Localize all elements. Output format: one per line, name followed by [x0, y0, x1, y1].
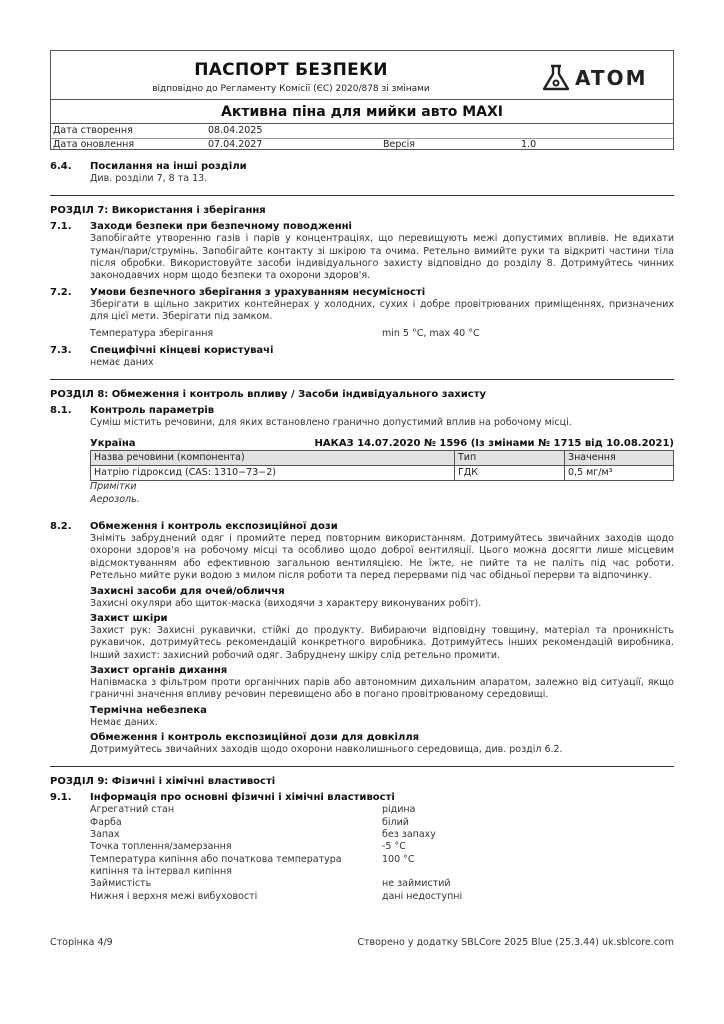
- skin-protection-heading: Захист шкіри: [90, 612, 168, 624]
- thermal-hazard-heading: Термічна небезпека: [90, 704, 207, 716]
- section-divider: [50, 379, 674, 380]
- subsection-heading: 7.2. Умови безпечного зберігання з урахуванням несумісності: [50, 286, 426, 298]
- subsection-heading: 7.3. Специфічні кінцеві користувачі: [50, 344, 274, 356]
- property-row: Займистість не займистий: [90, 878, 451, 890]
- paragraph: Напівмаска з фільтром проти органічних парів або автономним дихальним апаратом, залежно від ситуації, якщо граничні значення впливу речовин перевищено або в погано провітрюваному середовищі.: [90, 676, 674, 701]
- document-title: ПАСПОРТ БЕЗПЕКИ: [194, 60, 388, 80]
- notes-label: Примітки: [90, 481, 137, 493]
- regulation-subtitle: відповідно до Регламенту Комісії (ЄС) 2020/878 зі змінами: [152, 84, 430, 94]
- subsection-heading: 7.1. Заходи безпеки при безпечному поводженні: [50, 221, 352, 233]
- page-footer: [50, 937, 674, 949]
- product-name: Активна піна для мийки авто MAXI: [221, 104, 503, 120]
- property-row: Точка топлення/замерзання -5 °C: [90, 841, 406, 853]
- storage-temperature-row: Температура зберігання min 5 °C, max 40 °C: [90, 328, 480, 340]
- section-8-heading: РОЗДІЛ 8: Обмеження і контроль впливу / Засоби індивідуального захисту: [50, 389, 487, 401]
- created-row: [51, 125, 673, 138]
- created-label: Дата створення: [53, 125, 133, 136]
- updated-row: [51, 138, 673, 151]
- respiratory-protection-heading: Захист органів дихання: [90, 664, 228, 676]
- eye-protection-heading: Захисні засоби для очей/обличчя: [90, 585, 285, 597]
- paragraph: Зніміть забруднений одяг і промийте перед повторним використанням. Дотримуйтесь звичайних заходів щодо охорони здоров'я на робочому місці та особливо щодо доброї вентиляції. Цього можна досягти лише місцевим відсмоктуванням або ефективною загальною вентиляцією. Не їжте, не пийте та не паліть під час роботи. Ретельно мийте руки водою з милом після роботи та перед перервами під час обідньої перерви та відпочинку.: [90, 533, 674, 582]
- properties-list: [50, 804, 674, 903]
- version-value: 1.0: [521, 139, 537, 150]
- section-divider: [50, 195, 674, 196]
- page-number: Сторінка 4/9: [50, 937, 113, 948]
- paragraph: Немає даних.: [90, 716, 158, 728]
- generator-credit: Створено у додатку SBLCore 2025 Blue (25.3.44) uk.sblcore.com: [357, 937, 674, 948]
- updated-label: Дата оновлення: [53, 139, 135, 150]
- logo-wordmark: ATOM: [575, 66, 648, 90]
- paragraph: Дотримуйтесь звичайних заходів щодо охорони навколишнього середовища, див. розділ 6.2.: [90, 743, 563, 755]
- notes-value: Аерозоль.: [90, 493, 140, 505]
- flask-logo-icon: [541, 64, 571, 92]
- exposure-limits-table: [90, 450, 674, 481]
- order-reference: НАКАЗ 14.07.2020 № 1596 (Із змінами № 1715 від 10.08.2021): [314, 438, 674, 450]
- environmental-exposure-heading: Обмеження і контроль експозиційної дози для довкілля: [90, 731, 420, 743]
- property-row: Фарба білий: [90, 816, 409, 828]
- atom-logo: [541, 63, 671, 93]
- paragraph: немає даних: [90, 356, 154, 368]
- document-body: [50, 157, 674, 903]
- country-label: Україна: [90, 438, 136, 450]
- subsection-heading: 9.1. Інформація про основні фізичні і хімічні властивості: [50, 792, 395, 804]
- updated-value: 07.04.2027: [208, 139, 263, 150]
- paragraph: Див. розділи 7, 8 та 13.: [90, 173, 208, 184]
- property-row: Нижня і верхня межі вибуховості дані недоступні: [90, 890, 463, 902]
- subsection-heading: 6.4. Посилання на інші розділи: [50, 161, 247, 172]
- paragraph: Зберігати в щільно закритих контейнерах у холодних, сухих і добре провітрюваних приміщеннях, призначених для цієї мети. Зберігати під замком.: [90, 298, 674, 323]
- property-row: Температура кипіння або початкова температура кипіння та інтервал кипіння 100 °C: [90, 853, 415, 877]
- exposure-limits-heading: [90, 437, 674, 450]
- property-row: Агрегатний стан рідина: [90, 804, 416, 816]
- property-row: Запах без запаху: [90, 828, 436, 840]
- section-7-heading: РОЗДІЛ 7: Використання і зберігання: [50, 205, 266, 217]
- version-label: Версія: [383, 139, 415, 150]
- created-value: 08.04.2025: [208, 125, 263, 136]
- subsection-heading: 8.1. Контроль параметрів: [50, 405, 215, 417]
- table-row: Натрію гідроксид (CAS: 1310−73−2) ГДК 0,5 мг/м³: [91, 466, 674, 481]
- paragraph: Захисні окуляри або щиток-маска (виходячи з характеру виконуваних робіт).: [90, 597, 482, 609]
- document-header: [50, 50, 674, 150]
- section-divider: [50, 766, 674, 767]
- section-9-heading: РОЗДІЛ 9: Фізичні і хімічні властивості: [50, 776, 276, 788]
- paragraph: Суміш містить речовини, для яких встановлено гранично допустимий вплив на робочому місці.: [90, 417, 572, 429]
- paragraph: Запобігайте утворенню газів і парів у концентраціях, що перевищують межі допустимих впливів. Не вдихати туман/пари/струмінь. Запобігайте контакту зі шкірою та очима. Ретельно вимийте руки та відкриті частини тіла після обробки. Використовуйте засоби індивідуального захисту відповідно до розділу 8. Дотримуйтесь чинних законодавчих норм щодо безпеки та охорони здоров'я.: [90, 233, 674, 282]
- table-header-row: Назва речовини (компонента) Тип Значення: [91, 451, 674, 466]
- paragraph: Захист рук: Захисні рукавички, стійкі до продукту. Вибираючи відповідну товщину, матеріал та проникність рукавичок, дотримуйтесь рекомендацій конкретного виробника. Дотримуйтесь інших рекомендацій виробника. Інший захист: захисний робочий одяг. Забруднену шкіру слід ретельно промити.: [90, 624, 674, 661]
- subsection-heading: 8.2. Обмеження і контроль експозиційної дози: [50, 521, 338, 533]
